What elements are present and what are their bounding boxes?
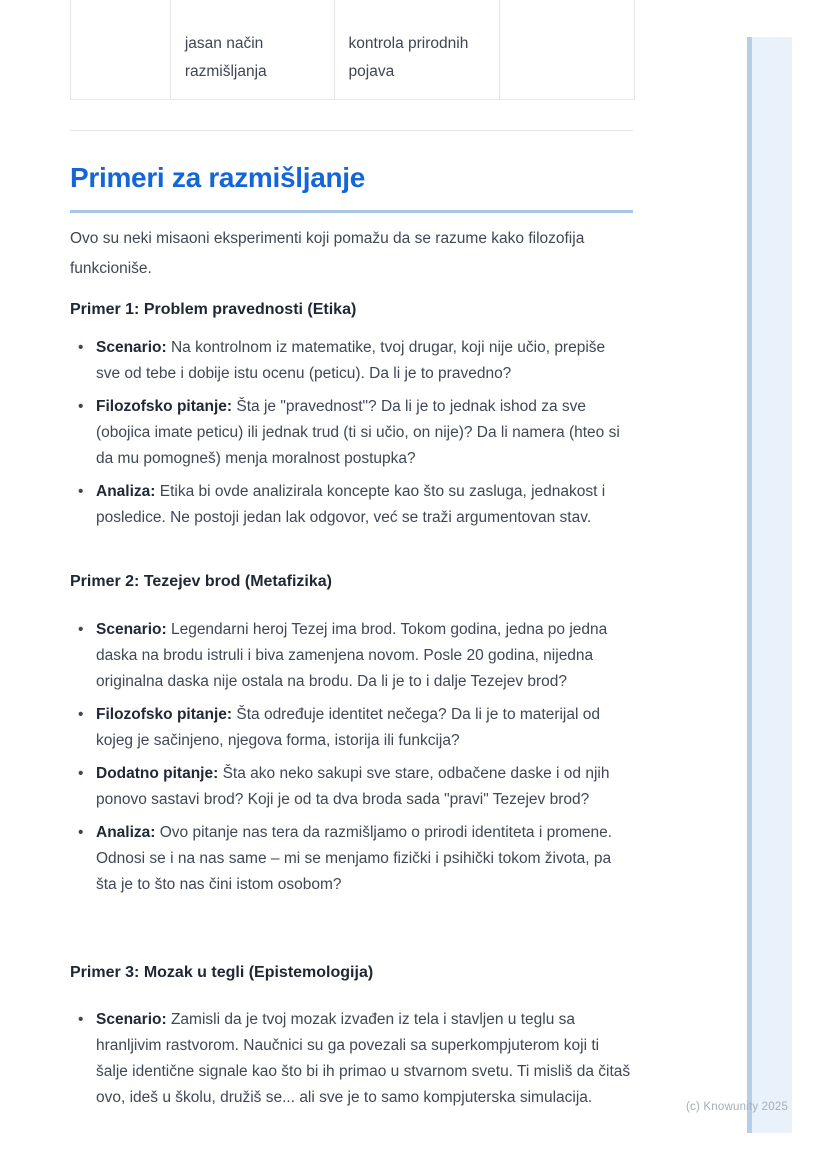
section-divider bbox=[70, 130, 633, 131]
example-1-heading: Primer 1: Problem pravednosti (Etika) bbox=[70, 301, 357, 318]
bullet-icon: • bbox=[78, 398, 84, 415]
bullet-icon: • bbox=[78, 483, 84, 500]
list-item bbox=[70, 617, 633, 695]
list-item bbox=[70, 820, 633, 898]
list-item bbox=[70, 394, 633, 472]
bullet-label: Analiza: bbox=[96, 483, 156, 500]
table-cell-empty-1 bbox=[70, 0, 170, 99]
table-fragment bbox=[70, 0, 635, 100]
bullet-text: Šta određuje identitet nečega? Da li je to materijal od kojeg je sačinjeno, njegova forma, istorija ili funkcija? bbox=[96, 706, 600, 749]
bullet-label: Scenario: bbox=[96, 1011, 167, 1028]
table-cell-jasan-nacin bbox=[170, 0, 334, 99]
list-item bbox=[70, 702, 633, 754]
bullet-label: Filozofsko pitanje: bbox=[96, 706, 233, 723]
list-item bbox=[70, 335, 633, 387]
bullet-text: Legendarni heroj Tezej ima brod. Tokom godina, jedna po jedna daska na brodu istruli i biva zamenjena novom. Posle 20 godina, nijedna originalna daska nije ostala na brodu. Da li je to i dalje Tezejev brod? bbox=[96, 621, 608, 690]
bullet-text: Zamisli da je tvoj mozak izvađen iz tela i stavljen u teglu sa hranljivim rastvorom. Naučnici su ga povezali sa superkompjuterom koji ti šalje identične signale kao što bi ih primao u stvarnom svetu. Ti misliš da čitaš ovo, ideš u školu, družiš se... ali sve je to samo kompjuterska simulacija. bbox=[96, 1011, 631, 1106]
list-item bbox=[70, 1007, 633, 1111]
bullet-text: Ovo pitanje nas tera da razmišljamo o prirodi identiteta i promene. Odnosi se i na nas same – mi se menjamo fizički i psihički tokom života, pa šta je to što nas čini istom osobom? bbox=[96, 824, 613, 893]
table-cell-kontrola bbox=[334, 0, 500, 99]
scrollbar-track[interactable] bbox=[747, 37, 792, 1133]
table-cell-text: kontrola prirodnih pojava bbox=[348, 35, 469, 80]
example-3-list bbox=[70, 1007, 633, 1111]
bullet-label: Scenario: bbox=[96, 339, 167, 356]
bullet-text: Šta je "pravednost"? Da li je to jednak ishod za sve (obojica imate peticu) ili jednak trud (ti si učio, on nije)? Da li namera (hteo si da mu pomogneš) menja moralnost postupka? bbox=[96, 398, 620, 467]
table-cell-text: jasan način razmišljanja bbox=[184, 35, 267, 80]
list-item bbox=[70, 479, 633, 531]
intro-paragraph: Ovo su neki misaoni eksperimenti koji pomažu da se razume kako filozofija funkcioniše. bbox=[70, 230, 585, 277]
bullet-label: Dodatno pitanje: bbox=[96, 765, 219, 782]
bullet-text: Na kontrolnom iz matematike, tvoj drugar, koji nije učio, prepiše sve od tebe i dobije istu ocenu (peticu). Da li je to pravedno? bbox=[96, 339, 606, 382]
bullet-icon: • bbox=[78, 339, 84, 356]
example-2-heading: Primer 2: Tezejev brod (Metafizika) bbox=[70, 573, 332, 590]
bullet-text: Šta ako neko sakupi sve stare, odbačene daske i od njih ponovo sastavi brod? Koji je od ta dva broda sada "pravi" Tezejev brod? bbox=[96, 765, 610, 808]
list-item bbox=[70, 761, 633, 813]
bullet-label: Scenario: bbox=[96, 621, 167, 638]
example-1-list bbox=[70, 335, 633, 531]
copyright-watermark: (c) Knowunity 2025 bbox=[686, 1101, 789, 1113]
bullet-icon: • bbox=[78, 824, 84, 841]
bullet-icon: • bbox=[78, 706, 84, 723]
bullet-icon: • bbox=[78, 621, 84, 638]
bullet-text: Etika bi ovde analizirala koncepte kao što su zasluga, jednakost i posledice. Ne postoji jedan lak odgovor, već se traži argumentovan stav. bbox=[96, 483, 606, 526]
bullet-label: Filozofsko pitanje: bbox=[96, 398, 233, 415]
bullet-icon: • bbox=[78, 765, 84, 782]
section-title-underline bbox=[70, 210, 633, 213]
example-3-heading: Primer 3: Mozak u tegli (Epistemologija) bbox=[70, 964, 374, 981]
table-cell-empty-2 bbox=[499, 0, 634, 99]
bullet-icon: • bbox=[78, 1011, 84, 1028]
section-title: Primeri za razmišljanje bbox=[70, 162, 366, 193]
example-2-list bbox=[70, 617, 633, 898]
bullet-label: Analiza: bbox=[96, 824, 156, 841]
